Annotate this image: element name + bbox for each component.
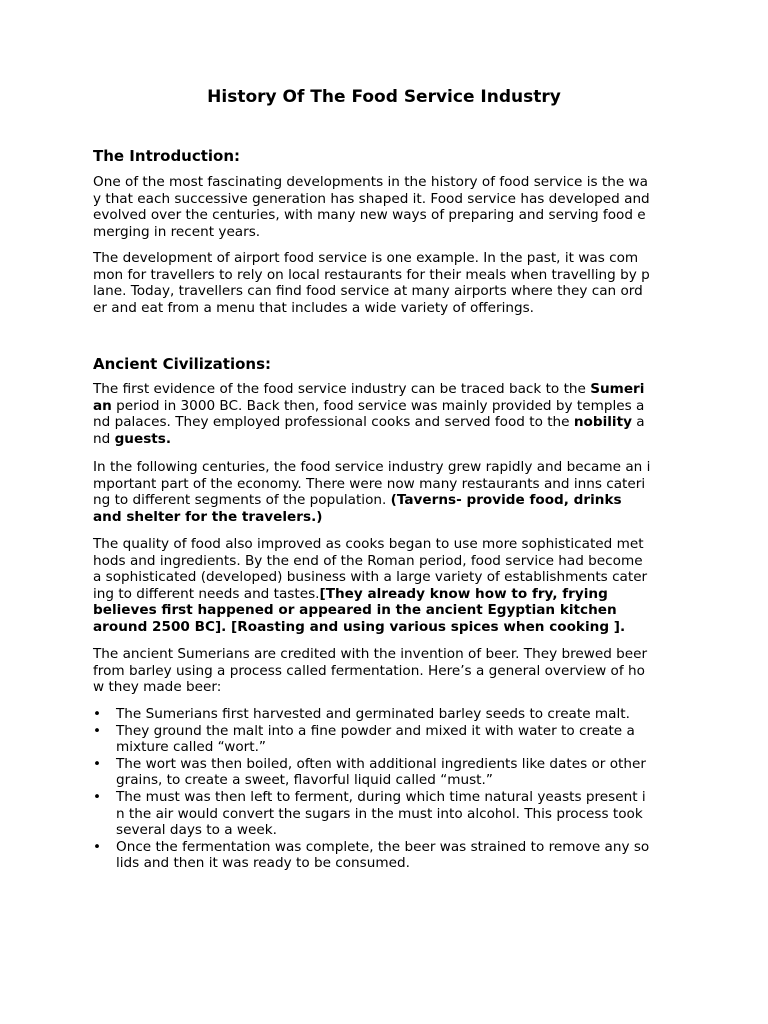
text-line bbox=[93, 207, 677, 224]
bold-text: Sumeri bbox=[590, 381, 645, 397]
bold-text: around 2500 BC]. [Roasting and using various spices when cooking ]. bbox=[93, 618, 626, 635]
bullet-icon: • bbox=[93, 706, 102, 722]
text-run: a sophisticated (developed) business with a large variety of establishments cater bbox=[93, 569, 648, 586]
text-line: lids and then it was ready to be consumed. bbox=[116, 855, 410, 872]
section-heading-introduction: The Introduction: bbox=[93, 147, 241, 165]
text-run: merging in recent years. bbox=[93, 223, 261, 240]
text-line bbox=[93, 398, 677, 415]
text-line bbox=[93, 619, 677, 636]
paragraph bbox=[93, 250, 677, 316]
section-heading-ancient-civilizations: Ancient Civilizations: bbox=[93, 355, 271, 373]
paragraph bbox=[93, 646, 677, 696]
text-line: The Sumerians first harvested and germinated barley seeds to create malt. bbox=[116, 706, 630, 722]
text-run: The ancient Sumerians are credited with the invention of beer. They brewed beer bbox=[93, 646, 648, 662]
document-title: History Of The Food Service Industry bbox=[207, 87, 561, 107]
bullet-icon: • bbox=[93, 788, 102, 805]
text-line bbox=[93, 509, 677, 526]
bold-text: believes first happened or appeared in the ancient Egyptian kitchen bbox=[93, 602, 617, 619]
text-run: w they made beer: bbox=[93, 679, 222, 696]
text-run: One of the most fascinating developments in the history of food service is the wa bbox=[93, 174, 648, 190]
bold-text: (Taverns- provide food, drinks bbox=[390, 492, 622, 509]
bold-text: an bbox=[93, 397, 112, 414]
text-run: The first evidence of the food service industry can be traced back to the bbox=[93, 381, 591, 397]
list-item bbox=[93, 839, 683, 872]
text-line bbox=[93, 267, 677, 284]
text-run: lane. Today, travellers can find food service at many airports where they can ord bbox=[93, 283, 643, 300]
text-run: mon for travellers to rely on local restaurants for their meals when travelling by p bbox=[93, 266, 650, 283]
bullet-icon: • bbox=[93, 755, 102, 772]
text-run: evolved over the centuries, with many new ways of preparing and serving food e bbox=[93, 207, 646, 224]
text-run: ng to different segments of the population. bbox=[93, 492, 391, 509]
bold-text: and shelter for the travelers.) bbox=[93, 508, 323, 525]
text-run: hods and ingredients. By the end of the Roman period, food service had become bbox=[93, 552, 643, 569]
text-line: n the air would convert the sugars in the must into alcohol. This process took bbox=[116, 805, 643, 822]
text-line bbox=[93, 476, 677, 493]
text-line bbox=[93, 569, 677, 586]
text-line bbox=[93, 224, 677, 241]
list-item bbox=[93, 789, 683, 839]
text-line: The wort was then boiled, often with additional ingredients like dates or other bbox=[116, 755, 646, 772]
text-line: They ground the malt into a fine powder and mixed it with water to create a bbox=[116, 722, 635, 739]
bold-text: guests. bbox=[114, 430, 172, 447]
text-line bbox=[93, 646, 677, 663]
list-item bbox=[93, 706, 683, 723]
text-line bbox=[93, 174, 677, 191]
text-line: Once the fermentation was complete, the beer was strained to remove any so bbox=[116, 838, 650, 855]
text-line: grains, to create a sweet, flavorful liquid called “must.” bbox=[116, 772, 493, 789]
paragraph bbox=[93, 459, 677, 525]
text-run: In the following centuries, the food service industry grew rapidly and became an i bbox=[93, 459, 651, 475]
text-line bbox=[93, 283, 677, 300]
text-line: The must was then left to ferment, during which time natural yeasts present i bbox=[116, 788, 646, 805]
text-line bbox=[93, 431, 677, 448]
text-line bbox=[93, 553, 677, 570]
paragraph bbox=[93, 536, 677, 636]
text-run: y that each successive generation has shaped it. Food service has developed and bbox=[93, 190, 650, 207]
text-line bbox=[93, 250, 677, 267]
bullet-list bbox=[93, 706, 683, 872]
text-line bbox=[93, 663, 677, 680]
bullet-icon: • bbox=[93, 838, 102, 855]
list-item bbox=[93, 756, 683, 789]
paragraph bbox=[93, 381, 677, 447]
bold-text: nobility bbox=[573, 414, 632, 431]
text-line bbox=[93, 536, 677, 553]
text-line bbox=[93, 414, 677, 431]
text-line bbox=[93, 300, 677, 317]
text-line bbox=[93, 492, 677, 509]
text-line: mixture called “wort.” bbox=[116, 739, 266, 756]
text-run: nd bbox=[93, 430, 115, 447]
text-line bbox=[93, 191, 677, 208]
text-run: period in 3000 BC. Back then, food service was mainly provided by temples a bbox=[111, 397, 645, 414]
text-run: The quality of food also improved as cooks began to use more sophisticated met bbox=[93, 536, 644, 552]
list-item bbox=[93, 723, 683, 756]
text-run: er and eat from a menu that includes a wide variety of offerings. bbox=[93, 299, 535, 316]
text-line bbox=[93, 602, 677, 619]
text-run: a bbox=[631, 414, 645, 431]
paragraph bbox=[93, 174, 677, 240]
bold-text: [They already know how to fry, frying bbox=[319, 585, 608, 602]
text-run: The development of airport food service is one example. In the past, it was com bbox=[93, 250, 639, 266]
text-line bbox=[93, 586, 677, 603]
text-run: nd palaces. They employed professional cooks and served food to the bbox=[93, 414, 574, 431]
text-line bbox=[93, 381, 677, 398]
text-line bbox=[93, 459, 677, 476]
text-run: mportant part of the economy. There were now many restaurants and inns cateri bbox=[93, 475, 646, 492]
text-run: ing to different needs and tastes. bbox=[93, 585, 320, 602]
text-line bbox=[93, 679, 677, 696]
text-line: several days to a week. bbox=[116, 822, 277, 839]
text-run: from barley using a process called fermentation. Here’s a general overview of ho bbox=[93, 662, 645, 679]
bullet-icon: • bbox=[93, 722, 102, 739]
